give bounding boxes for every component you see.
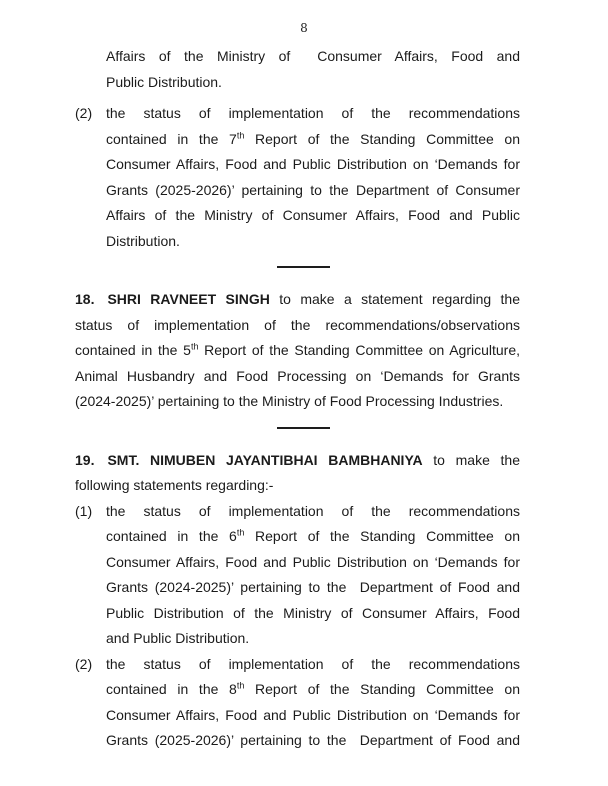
text-line (75, 338, 520, 364)
line-text: Report of the Standing Committee on (244, 681, 520, 697)
ordinal-suffix: th (236, 680, 245, 691)
line-text: contained in the 7 (106, 130, 237, 147)
member-name: SMT. NIMUBEN JAYANTIBHAI BAMBHANIYA (107, 451, 423, 468)
text-line: Grants (2024-2025)’ pertaining to the Department of Food and (106, 579, 520, 595)
line-text: contained in the 8 (106, 681, 237, 697)
text-line: following statements regarding:- (75, 477, 274, 493)
sub-item-label: (2) (75, 105, 93, 121)
sub-item-2-top (75, 101, 520, 254)
line-text: Report of the Standing Committee on (244, 528, 520, 544)
line-text: to make the (433, 451, 521, 468)
text-line: the status of implementation of the recommendations (106, 655, 520, 672)
text-line: Consumer Affairs, Food and Public Distribution on ‘Demands for (106, 156, 520, 172)
line-text: contained in the 6 (106, 528, 237, 544)
section-divider (277, 427, 330, 429)
text-line: Grants (2025-2026)’ pertaining to the Department of Consumer (106, 181, 520, 198)
text-line: Animal Husbandry and Food Processing on ‘Demands for Grants (75, 367, 520, 384)
item-number: 19. (75, 451, 95, 468)
item-19 (75, 448, 520, 499)
member-name: SHRI RAVNEET SINGH (107, 291, 270, 307)
text-line: Public Distribution. (106, 73, 222, 90)
item-19-sub-1 (75, 499, 520, 652)
item-number: 18. (75, 291, 95, 307)
ordinal-suffix: th (236, 129, 245, 140)
text-line: Affairs of the Ministry of Consumer Affairs, Food and Public (106, 207, 520, 223)
text-line (106, 677, 520, 703)
text-line: Consumer Affairs, Food and Public Distribution on ‘Demands for (106, 553, 520, 570)
text-line: (2024-2025)’ pertaining to the Ministry of Food Processing Industries. (75, 393, 504, 409)
text-line: Affairs of the Ministry of Consumer Affairs, Food and (106, 48, 520, 64)
sub-item-label: (2) (75, 655, 93, 672)
section-divider (277, 266, 330, 268)
text-line (75, 287, 520, 313)
page-number: 8 (300, 21, 308, 35)
line-text: to make a statement regarding the (279, 291, 520, 307)
ordinal-suffix: th (190, 341, 199, 352)
text-line (106, 127, 520, 153)
sub-item-label: (1) (75, 502, 93, 519)
text-line (106, 524, 520, 550)
text-line: Distribution. (106, 232, 180, 249)
text-line: the status of implementation of the recommendations (106, 105, 520, 121)
item-18 (75, 287, 520, 415)
item-19-sub-2 (75, 652, 520, 754)
text-line: Public Distribution of the Ministry of Consumer Affairs, Food (106, 604, 520, 621)
text-line: status of implementation of the recommendations/observations (75, 316, 520, 333)
ordinal-suffix: th (236, 527, 245, 538)
text-line (75, 448, 520, 474)
text-line: and Public Distribution. (106, 630, 250, 646)
text-line: Grants (2025-2026)’ pertaining to the Department of Food and (106, 732, 520, 748)
text-line: Consumer Affairs, Food and Public Distribution on ‘Demands for (106, 706, 520, 723)
line-text: contained in the 5 (75, 342, 191, 358)
line-text: Report of the Standing Committee on Agriculture, (198, 342, 520, 358)
text-line: the status of implementation of the recommendations (106, 502, 520, 519)
carryover-paragraph (106, 44, 520, 95)
line-text: Report of the Standing Committee on (244, 130, 520, 147)
